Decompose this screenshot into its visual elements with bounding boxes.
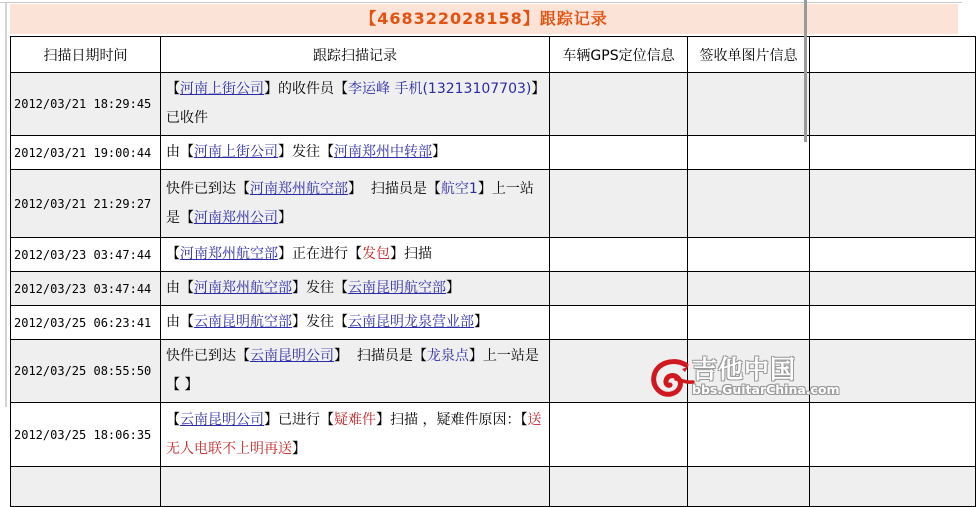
record-text: 快件已到达【 (166, 348, 250, 364)
record-text: 由【 (166, 314, 194, 330)
scan-datetime-cell: 2012/03/21 19:00:44 (11, 136, 161, 170)
record-text: 】 扫描员是【 (334, 348, 427, 364)
record-text: 】发往【 (278, 144, 334, 160)
station-link[interactable]: 河南郑州航空部 (194, 280, 292, 296)
scan-datetime-cell: 2012/03/23 03:47:44 (11, 272, 161, 306)
scan-datetime-cell (11, 467, 161, 507)
receipt-image-cell (688, 272, 810, 306)
status-flag-text: 送无人电联不上明再送 (166, 411, 542, 457)
person-or-scanner-name: 李运峰 手机(13213107703) (348, 81, 532, 97)
record-text: 】已进行【 (264, 411, 334, 428)
receipt-image-cell (688, 136, 810, 170)
station-link[interactable]: 河南上街公司 (180, 81, 264, 97)
page-top-divider (0, 2, 962, 3)
record-text: 】 (446, 280, 460, 296)
tracking-record-cell (161, 272, 550, 306)
receipt-image-cell (688, 340, 810, 403)
person-or-scanner-name: 航空1 (440, 180, 478, 197)
clipped-cell (810, 403, 976, 467)
column-header-4: 签收单图片信息 (688, 37, 810, 73)
scan-datetime-cell: 2012/03/25 06:23:41 (11, 306, 161, 340)
record-text: 【 (166, 81, 180, 97)
tracking-record-cell (161, 73, 550, 136)
tracking-record-cell (161, 403, 550, 467)
tracking-record-cell (161, 340, 550, 403)
record-text: 】已收件 (166, 81, 539, 126)
tracking-record-cell (161, 136, 550, 170)
station-link[interactable]: 河南郑州航空部 (180, 246, 278, 262)
record-text: 】上一站是【 (166, 180, 534, 226)
station-link[interactable]: 云南昆明公司 (250, 348, 334, 364)
tracking-record-cell (161, 306, 550, 340)
station-link[interactable]: 云南昆明航空部 (348, 280, 446, 296)
page-left-divider (5, 3, 7, 407)
tracking-record-cell (161, 467, 550, 507)
record-text: 【 (166, 246, 180, 262)
person-or-scanner-name: 龙泉点 (426, 348, 469, 364)
station-link[interactable]: 河南上街公司 (194, 144, 278, 160)
record-text: 】扫描 (390, 246, 432, 262)
gps-info-cell (550, 403, 688, 467)
record-text: 】的收件员【 (264, 81, 348, 97)
record-text: 】 (474, 314, 488, 330)
record-text: 】 (432, 144, 446, 160)
column-header-2: 跟踪扫描记录 (161, 37, 550, 73)
table-row (11, 170, 976, 238)
table-row (11, 272, 976, 306)
scrollbar-thumb[interactable] (804, 0, 807, 142)
gps-info-cell (550, 306, 688, 340)
station-link[interactable]: 河南郑州中转部 (334, 144, 432, 160)
gps-info-cell (550, 238, 688, 272)
status-flag-text: 发包 (362, 246, 390, 262)
record-text: 】发往【 (292, 280, 348, 296)
record-text: 】发往【 (292, 314, 348, 330)
watermark-site-name: 吉他中国 (692, 355, 797, 384)
receipt-image-cell (688, 467, 810, 507)
gps-info-cell (550, 467, 688, 507)
scan-datetime-cell: 2012/03/23 03:47:44 (11, 238, 161, 272)
record-text: 】 (292, 440, 306, 457)
gps-info-cell (550, 340, 688, 403)
column-header-3: 车辆GPS定位信息 (550, 37, 688, 73)
record-text: 【 (166, 411, 180, 428)
record-text: 快件已到达【 (166, 180, 250, 197)
receipt-image-cell (688, 306, 810, 340)
tracking-title-bar (10, 4, 958, 34)
record-text: 】 扫描员是【 (348, 180, 441, 197)
table-row (11, 136, 976, 170)
record-text: 】 (278, 209, 292, 226)
receipt-image-cell (688, 170, 810, 238)
scan-datetime-cell: 2012/03/21 18:29:45 (11, 73, 161, 136)
tracking-record-cell (161, 238, 550, 272)
record-text: 由【 (166, 280, 194, 296)
scan-datetime-cell: 2012/03/25 08:55:50 (11, 340, 161, 403)
record-text: 】扫描 ，疑难件原因：【 (376, 411, 528, 428)
column-header-1: 扫描日期时间 (11, 37, 161, 73)
record-text: 由【 (166, 144, 194, 160)
receipt-image-cell (688, 403, 810, 467)
table-row (11, 467, 976, 507)
clipped-cell (810, 467, 976, 507)
scan-datetime-cell: 2012/03/21 21:29:27 (11, 170, 161, 238)
station-link[interactable]: 河南郑州航空部 (250, 180, 348, 197)
clipped-cell (810, 170, 976, 238)
station-link[interactable]: 河南郑州公司 (194, 209, 278, 226)
gps-info-cell (550, 170, 688, 238)
receipt-image-cell (688, 238, 810, 272)
page-title: 【468322028158】跟踪记录 (360, 9, 608, 28)
clipped-cell (810, 272, 976, 306)
table-row (11, 238, 976, 272)
gps-info-cell (550, 272, 688, 306)
table-row (11, 340, 976, 403)
station-link[interactable]: 云南昆明公司 (180, 411, 264, 428)
gps-info-cell (550, 136, 688, 170)
gps-info-cell (550, 73, 688, 136)
station-link[interactable]: 云南昆明龙泉营业部 (348, 314, 474, 330)
tracking-table (10, 36, 976, 507)
table-row (11, 306, 976, 340)
tracking-record-cell (161, 170, 550, 238)
clipped-cell (810, 238, 976, 272)
clipped-cell (810, 306, 976, 340)
table-row (11, 73, 976, 136)
scan-datetime-cell: 2012/03/25 18:06:35 (11, 403, 161, 467)
column-header-clipped (810, 37, 976, 73)
record-text: 】正在进行【 (278, 246, 362, 262)
status-flag-text: 疑难件 (334, 411, 376, 428)
record-text: 】上一站是【 】 (166, 348, 539, 393)
station-link[interactable]: 云南昆明航空部 (194, 314, 292, 330)
receipt-image-cell (688, 73, 810, 136)
table-row (11, 403, 976, 467)
clipped-cell (810, 73, 976, 136)
table-header-row (11, 37, 976, 73)
clipped-cell (810, 136, 976, 170)
clipped-cell (810, 340, 976, 403)
watermark-site-url: bbs.GuitarChina.com (692, 382, 840, 397)
